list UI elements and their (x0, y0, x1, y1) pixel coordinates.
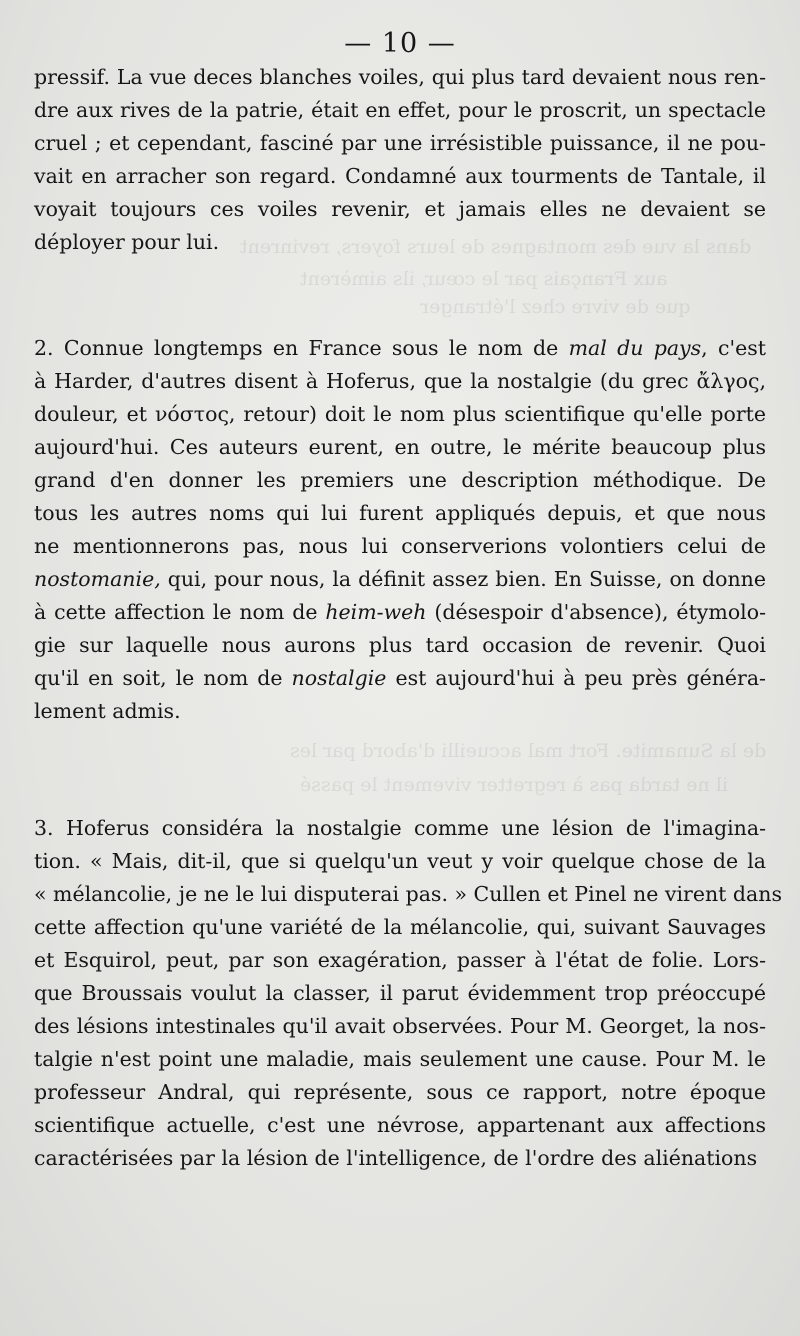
text-line (34, 1043, 766, 1076)
text-segment: (désespoir d'absence), étymolo- (426, 600, 766, 624)
text-line (34, 365, 766, 398)
text-segment: à Harder, d'autres disent à Hoferus, que la nostalgie (du grec ἄλγος, (34, 369, 766, 393)
text-segment: voyait toujours ces voiles revenir, et jamais elles ne devaient se (34, 197, 766, 221)
text-segment: talgie n'est point une maladie, mais seulement une cause. Pour M. le (34, 1047, 766, 1071)
text-line (34, 1010, 766, 1043)
text-segment: à cette affection le nom de (34, 600, 326, 624)
text-line (34, 332, 766, 365)
text-line (34, 497, 766, 530)
text-segment: grand d'en donner les premiers une description méthodique. De (34, 468, 766, 492)
text-line (34, 662, 766, 695)
text-segment: tous les autres noms qui lui furent appliqués depuis, et que nous (34, 501, 766, 525)
show-through-text: que de vivre chez l'étranger (420, 296, 691, 318)
text-segment: 3. Hoferus considéra la nostalgie comme une lésion de l'imagina- (34, 816, 766, 840)
text-line (34, 226, 766, 259)
paragraph-2 (34, 332, 766, 728)
text-line (34, 398, 766, 431)
text-segment: , c'est (701, 336, 766, 360)
text-line (34, 530, 766, 563)
text-segment: ne mentionnerons pas, nous lui conserverions volontiers celui de (34, 534, 766, 558)
text-line (34, 911, 766, 944)
text-line (34, 94, 766, 127)
text-segment: est aujourd'hui à peu près généra- (386, 666, 766, 690)
text-line (34, 127, 766, 160)
show-through-text: dans la vue des montagnes de leurs foyers, revinrent (240, 236, 752, 258)
text-line (34, 695, 766, 728)
text-line (34, 944, 766, 977)
text-line (34, 845, 766, 878)
text-segment: tion. « Mais, dit-il, que si quelqu'un veut y voir quelque chose de la (34, 849, 766, 873)
text-line (34, 1142, 766, 1175)
paragraph-1 (34, 61, 766, 259)
text-segment: cruel ; et cependant, fasciné par une irrésistible puissance, il ne pou- (34, 131, 766, 155)
italic-term: nostomanie, (34, 567, 161, 591)
text-segment: qu'il en soit, le nom de (34, 666, 292, 690)
italic-term: heim-weh (325, 600, 427, 624)
text-line (34, 61, 766, 94)
show-through-text: il ne tarda pas à regretter vivement le passé (300, 774, 728, 796)
show-through-text: de la Sunamite. Fort mal accueilli d'abord par les (290, 740, 767, 762)
text-segment: pressif. La vue deces blanches voiles, qui plus tard devaient nous ren- (34, 65, 766, 89)
text-segment: caractérisées par la lésion de l'intelligence, de l'ordre des aliénations (34, 1146, 758, 1170)
text-segment: déployer pour lui. (34, 230, 220, 254)
text-line (34, 629, 766, 662)
text-line (34, 596, 766, 629)
text-line (34, 563, 766, 596)
text-segment: aujourd'hui. Ces auteurs eurent, en outre, le mérite beaucoup plus (34, 435, 766, 459)
italic-term: nostalgie (291, 666, 387, 690)
text-segment: lement admis. (34, 699, 181, 723)
text-line (34, 812, 766, 845)
text-segment: 2. Connue longtemps en France sous le nom de (34, 336, 569, 360)
text-line (34, 464, 766, 497)
text-segment: vait en arracher son regard. Condamné aux tourments de Tantale, il (34, 164, 766, 188)
show-through-text: aux Français par le cœur, ils aimèrent (300, 268, 668, 290)
text-segment: que Broussais voulut la classer, il parut évidemment trop préoccupé (34, 981, 766, 1005)
text-segment: cette affection qu'une variété de la mélancolie, qui, suivant Sauvages (34, 915, 766, 939)
text-segment: des lésions intestinales qu'il avait observées. Pour M. Georget, la nos- (34, 1014, 766, 1038)
text-segment: « mélancolie, je ne le lui disputerai pas. » Cullen et Pinel ne virent dans (34, 882, 782, 906)
text-segment: scientifique actuelle, c'est une névrose, appartenant aux affections (34, 1113, 766, 1137)
text-line (34, 1109, 766, 1142)
text-line (34, 193, 766, 226)
paragraph-3 (34, 812, 782, 1175)
text-segment: gie sur laquelle nous aurons plus tard occasion de revenir. Quoi (34, 633, 766, 657)
text-segment: dre aux rives de la patrie, était en effet, pour le proscrit, un spectacle (34, 98, 766, 122)
text-line (34, 160, 766, 193)
text-line (34, 1076, 766, 1109)
page-number: — 10 — (344, 28, 456, 59)
text-line (34, 431, 766, 464)
text-segment: et Esquirol, peut, par son exagération, passer à l'état de folie. Lors- (34, 948, 766, 972)
text-line (34, 878, 782, 911)
text-segment: professeur Andral, qui représente, sous ce rapport, notre époque (34, 1080, 766, 1104)
text-segment: qui, pour nous, la définit assez bien. En Suisse, on donne (160, 567, 766, 591)
italic-term: mal du pays (568, 336, 702, 360)
text-line (34, 977, 766, 1010)
text-segment: douleur, et νόστος, retour) doit le nom plus scientifique qu'elle porte (34, 402, 766, 426)
